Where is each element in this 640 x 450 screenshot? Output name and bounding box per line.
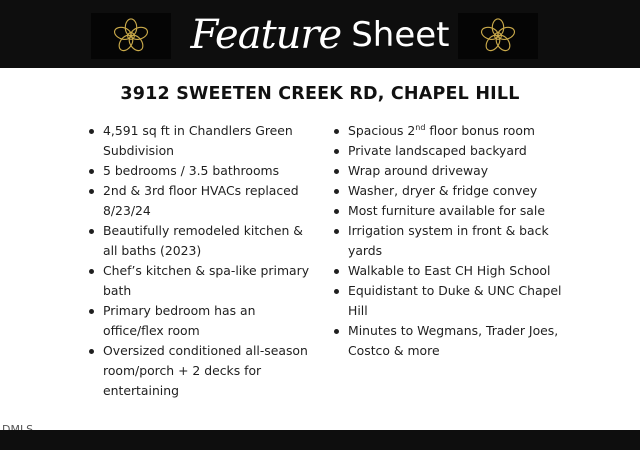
- feature-text: Primary bedroom has an office/flex room: [103, 303, 256, 338]
- footer-bar: [0, 430, 640, 450]
- feature-text: Beautifully remodeled kitchen & all baths (2023): [103, 223, 303, 258]
- list-item: [333, 321, 563, 361]
- feature-text: [348, 123, 535, 138]
- bonus-text-end: floor bonus room: [425, 123, 535, 138]
- feature-text: Oversized conditioned all-season room/porch + 2 decks for entertaining: [103, 343, 308, 398]
- page-title: [190, 6, 450, 64]
- feature-text: Minutes to Wegmans, Trader Joes, Costco & more: [348, 323, 559, 358]
- list-item: [88, 261, 318, 301]
- ordinal-suffix: nd: [415, 122, 426, 132]
- feature-list-right: [333, 121, 563, 361]
- list-item: [88, 161, 318, 181]
- list-item: [88, 221, 318, 261]
- feature-text: Washer, dryer & fridge convey: [348, 183, 538, 198]
- list-item: [333, 221, 563, 261]
- feature-text: 4,591 sq ft in Chandlers Green Subdivision: [103, 123, 293, 158]
- feature-text: 5 bedrooms / 3.5 bathrooms: [103, 163, 280, 178]
- feature-text: Irrigation system in front & back yards: [348, 223, 549, 258]
- property-address: 3912 SWEETEN CREEK RD, CHAPEL HILL: [120, 84, 520, 104]
- feature-text: Private landscaped backyard: [348, 143, 527, 158]
- feature-text: Walkable to East CH High School: [348, 263, 551, 278]
- feature-text: Chef’s kitchen & spa-like primary bath: [103, 263, 310, 298]
- feature-text: Most furniture available for sale: [348, 203, 545, 218]
- bonus-text-start: Spacious 2: [348, 123, 416, 138]
- list-item: [333, 181, 563, 201]
- list-item: [333, 201, 563, 221]
- feature-text: 2nd & 3rd floor HVACs replaced 8/23/24: [103, 183, 299, 218]
- list-item: [333, 161, 563, 181]
- feature-list-left: [88, 121, 318, 401]
- list-item: [88, 301, 318, 341]
- list-item: [333, 261, 563, 281]
- list-item: [333, 121, 563, 141]
- list-item: [88, 121, 318, 161]
- title-sans-word: Sheet: [351, 15, 450, 55]
- feature-text: Equidistant to Duke & UNC Chapel Hill: [348, 283, 562, 318]
- feature-text: Wrap around driveway: [348, 163, 489, 178]
- list-item: [333, 281, 563, 321]
- flower-logo-icon: [112, 17, 150, 55]
- list-item: [88, 341, 318, 401]
- logo-left: [91, 13, 171, 59]
- list-item: [88, 181, 318, 221]
- header-banner: [0, 0, 640, 68]
- logo-right: [458, 13, 538, 59]
- list-item: [333, 141, 563, 161]
- title-script-word: Feature: [190, 12, 342, 58]
- flower-logo-icon: [479, 17, 517, 55]
